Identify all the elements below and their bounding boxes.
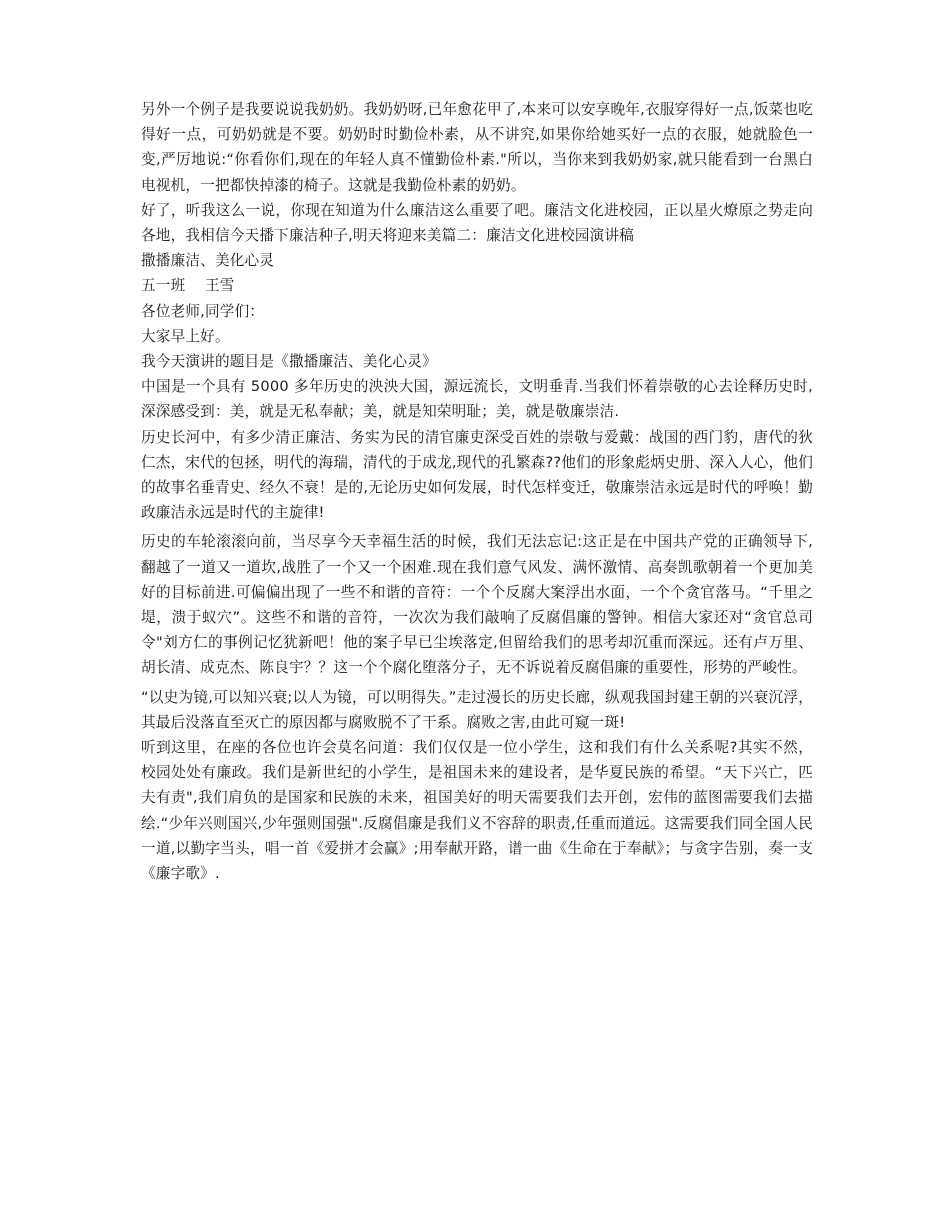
speech-greeting: 大家早上好。 <box>141 327 230 345</box>
paragraph-upright-officials: 历史长河中，有多少清正廉洁、务实为民的清官廉吏深受百姓的崇敬与爱戴：战国的西门豹，唐代的狄仁杰，宋代的包拯，明代的海瑞，清代的于成龙,现代的孔繁森??他们的形象彪炳史册、深入人心，他们的故事名垂青史、经久不衰！是的,无论历史如何发展，时代怎样变迁，敬廉崇洁永远是时代的呼唤！勤政廉洁永远是时代的主旋律! <box>141 428 813 522</box>
paragraph-anti-corruption: 历史的车轮滚滚向前，当尽享今天幸福生活的时候，我们无法忘记:这正是在中国共产党的正确领导下,翻越了一道又一道坎,战胜了一个又一个困难.现在我们意气风发、满怀激情、高奏凯歌朝着一个更加美好的目标前进.可偏偏出现了一些不和谐的音符：一个个反腐大案浮出水面，一个个贪官落马。“千里之堤，溃于蚁穴”。这些不和谐的音符，一次次为我们敲响了反腐倡廉的警钟。相信大家还对“贪官总司令"刘方仁的事例记忆犹新吧！他的案子早已尘埃落定,但留给我们的思考却沉重而深远。还有卢万里、胡长清、成克杰、陈良宇？？这一个个腐化堕落分子，无不诉说着反腐倡廉的重要性，形势的严峻性。 <box>141 533 813 677</box>
paragraph-history-mirror: “以史为镜,可以知兴衰;以人为镜，可以明得失。”走过漫长的历史长廊，纵观我国封建王朝的兴衰沉浮，其最后没落直至灭亡的原因都与腐败脱不了干系。腐败之害,由此可窥一斑! <box>141 688 813 731</box>
paragraph-history-intro: 中国是一个具有 5000 多年历史的泱泱大国，源远流长，文明垂青.当我们怀着崇敬的心去诠释历史时,深深感受到：美，就是无私奉献；美，就是知荣明耻；美，就是敬廉崇洁. <box>141 378 813 421</box>
speech-author: 五一班 王雪 <box>141 277 235 295</box>
paragraph-students-role: 听到这里，在座的各位也许会莫名问道：我们仅仅是一位小学生，这和我们有什么关系呢?其实不然，校园处处有廉政。我们是新世纪的小学生，是祖国未来的建设者，是华夏民族的希望。“天下兴亡，匹夫有责",我们肩负的是国家和民族的未来，祖国美好的明天需要我们去开创，宏伟的蓝图需要我们去描绘.“少年兴则国兴,少年强则国强".反腐倡廉是我们义不容辞的职责,任重而道远。这需要我们同全国人民一道,以勤字当头，唱一首《爱拼才会赢》;用奉献开路，谱一曲《生命在于奉献》；与贪字告别，奏一支《廉字歌》. <box>141 739 813 883</box>
paragraph-conclusion: 好了，听我这么一说，你现在知道为什么廉洁这么重要了吧。廉洁文化进校园，正以星火燎原之势走向各地，我相信今天播下廉洁种子,明天将迎来美篇二：廉洁文化进校园演讲稿 <box>141 201 813 245</box>
speech-salutation: 各位老师,同学们： <box>141 302 265 320</box>
document-body <box>141 97 813 886</box>
speech-topic: 我今天演讲的题目是《撒播廉洁、美化心灵》 <box>141 353 437 371</box>
paragraph-grandma: 另外一个例子是我要说说我奶奶。我奶奶呀,已年愈花甲了,本来可以安享晚年,衣服穿得好一点,饭菜也吃得好一点，可奶奶就是不要。奶奶时时勤俭朴素，从不讲究,如果你给她买好一点的衣服，她就脸色一变,严厉地说:“你看你们,现在的年轻人真不懂勤俭朴素."所以，当你来到我奶奶家,就只能看到一台黑白电视机，一把都快掉漆的椅子。这就是我勤俭朴素的奶奶。 <box>141 101 813 194</box>
speech-title: 撒播廉洁、美化心灵 <box>141 252 275 270</box>
